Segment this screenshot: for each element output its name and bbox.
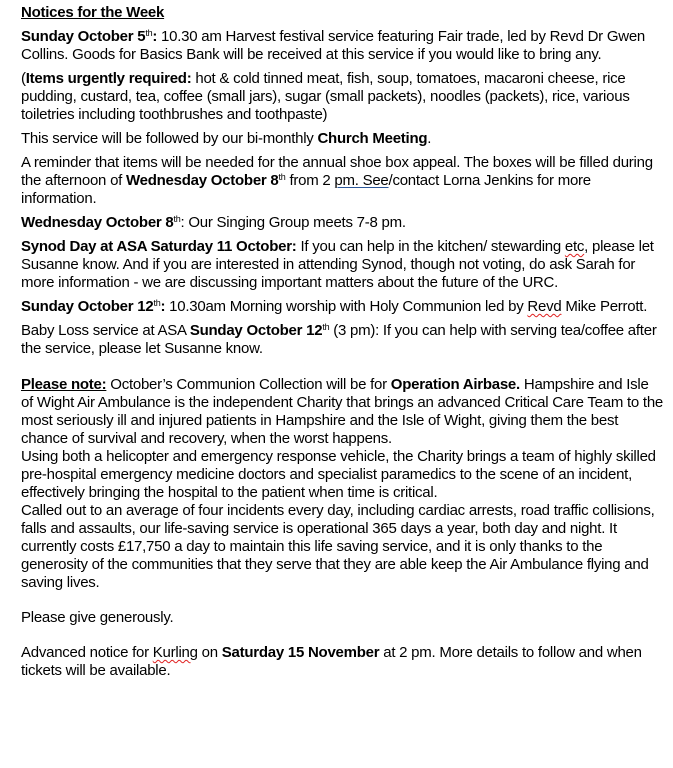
notice-text: 10.30 am Harvest festival service featuring Fair trade, led by Revd Dr Gwen Collins. Goods for Basics Bank will be received at this service if you would like to bring any. bbox=[21, 28, 646, 63]
notice-church-meeting bbox=[21, 130, 663, 148]
ordinal-suffix: th bbox=[153, 298, 161, 308]
notice-communion bbox=[21, 298, 663, 316]
notice-singing-group bbox=[21, 214, 663, 232]
notice-shoe-box bbox=[21, 154, 663, 208]
notice-date: Saturday 15 November bbox=[221, 644, 380, 661]
ordinal-suffix: th bbox=[145, 28, 153, 38]
notice-text: at 2 pm. More details to follow and when tickets will be available. bbox=[21, 644, 642, 679]
church-meeting-label: Church Meeting bbox=[317, 130, 428, 147]
ordinal-suffix: th bbox=[278, 172, 286, 182]
notice-kurling bbox=[21, 644, 663, 680]
spelling-flag[interactable]: Kurling bbox=[152, 644, 198, 661]
colon: : bbox=[160, 298, 166, 315]
notice-date: Sunday October 5 bbox=[21, 28, 146, 45]
notice-text: from 2 bbox=[285, 172, 335, 189]
charity-name: Operation Airbase. bbox=[390, 376, 520, 393]
notice-text: Mike Perrott. bbox=[561, 298, 648, 315]
notice-text: Advanced notice for bbox=[21, 644, 153, 661]
notice-text: 10.30am Morning worship with Holy Communion led by bbox=[165, 298, 528, 315]
notice-text: Hampshire and Isle of Wight Air Ambulance is the independent Charity that brings an advanced Critical Care Team to the most seriously ill and injured patients in Hampshire and the Isle of Wight, giving them the best chance of survival and recovery, when the worst happens. bbox=[21, 376, 664, 447]
items-text: hot & cold tinned meat, fish, soup, tomatoes, macaroni cheese, rice pudding, custard, tea, coffee (small jars), sugar (small packets), noodles (packets), rice, various toiletries including toothbrushes and toothpaste) bbox=[21, 70, 630, 123]
notice-text: October’s Communion Collection will be for bbox=[106, 376, 391, 393]
please-note-label: Please note: bbox=[21, 376, 107, 393]
notice-baby-loss bbox=[21, 322, 663, 358]
colon: : bbox=[152, 28, 158, 45]
notice-text: : Our Singing Group meets 7-8 pm. bbox=[180, 214, 406, 231]
notice-airbase-costs: Called out to an average of four incidents every day, including cardiac arrests, road traffic collisions, falls and assaults, our life-saving service is operational 365 days a year, both day and night. It currently costs £17,750 a day to maintain this life saving service, and it is only thanks to the generosity of the communities that they serve that they are able keep the Air Ambulance flying and saving lives. bbox=[21, 502, 655, 591]
notice-text: If you can help in the kitchen/ stewarding bbox=[296, 238, 565, 255]
spelling-flag[interactable]: etc bbox=[564, 238, 585, 255]
notice-text: Baby Loss service at ASA bbox=[21, 322, 190, 339]
notice-items-required bbox=[21, 70, 663, 124]
spacer bbox=[21, 364, 663, 376]
notice-harvest bbox=[21, 28, 663, 64]
notice-date: Sunday October 12 bbox=[189, 322, 323, 339]
notice-text: /contact Lorna Jenkins for more information. bbox=[21, 172, 591, 207]
notice-text: , please let Susanne know. And if you are interested in attending Synod, though not voting, do ask Sarah for more information - we are discussing important matters about the future of the URC. bbox=[21, 238, 654, 291]
notice-date: Sunday October 12 bbox=[21, 298, 154, 315]
notice-airbase-detail: Using both a helicopter and emergency response vehicle, the Charity brings a team of highly skilled pre-hospital emergency medicine doctors and specialist paramedics to the scene of an incident, effectively bringing the hospital to the patient when time is critical. bbox=[21, 448, 656, 501]
notice-text: on bbox=[197, 644, 222, 661]
notice-text: (3 pm): If you can help with serving tea/coffee after the service, please let Susanne know. bbox=[21, 322, 657, 357]
spacer bbox=[21, 598, 663, 609]
notice-date: Wednesday October 8 bbox=[21, 214, 174, 231]
period: . bbox=[427, 130, 432, 147]
notice-text: A reminder that items will be needed for the annual shoe box appeal. The boxes will be filled during the afternoon of bbox=[21, 154, 653, 189]
grammar-flag[interactable]: pm. See bbox=[334, 172, 389, 189]
spacer bbox=[21, 633, 663, 644]
ordinal-suffix: th bbox=[322, 322, 330, 332]
notice-date: Wednesday October 8 bbox=[126, 172, 279, 189]
notice-heading: Synod Day at ASA Saturday 11 October: bbox=[21, 238, 297, 255]
ordinal-suffix: th bbox=[173, 214, 181, 224]
paren-open: ( bbox=[21, 70, 26, 87]
items-label: Items urgently required: bbox=[25, 70, 192, 87]
notice-text: This service will be followed by our bi-monthly bbox=[21, 130, 318, 147]
notice-give-generously: Please give generously. bbox=[21, 609, 174, 626]
notice-please-note bbox=[21, 376, 663, 448]
spelling-flag[interactable]: Revd bbox=[527, 298, 562, 315]
notice-synod bbox=[21, 238, 663, 292]
page-title: Notices for the Week bbox=[21, 4, 165, 21]
